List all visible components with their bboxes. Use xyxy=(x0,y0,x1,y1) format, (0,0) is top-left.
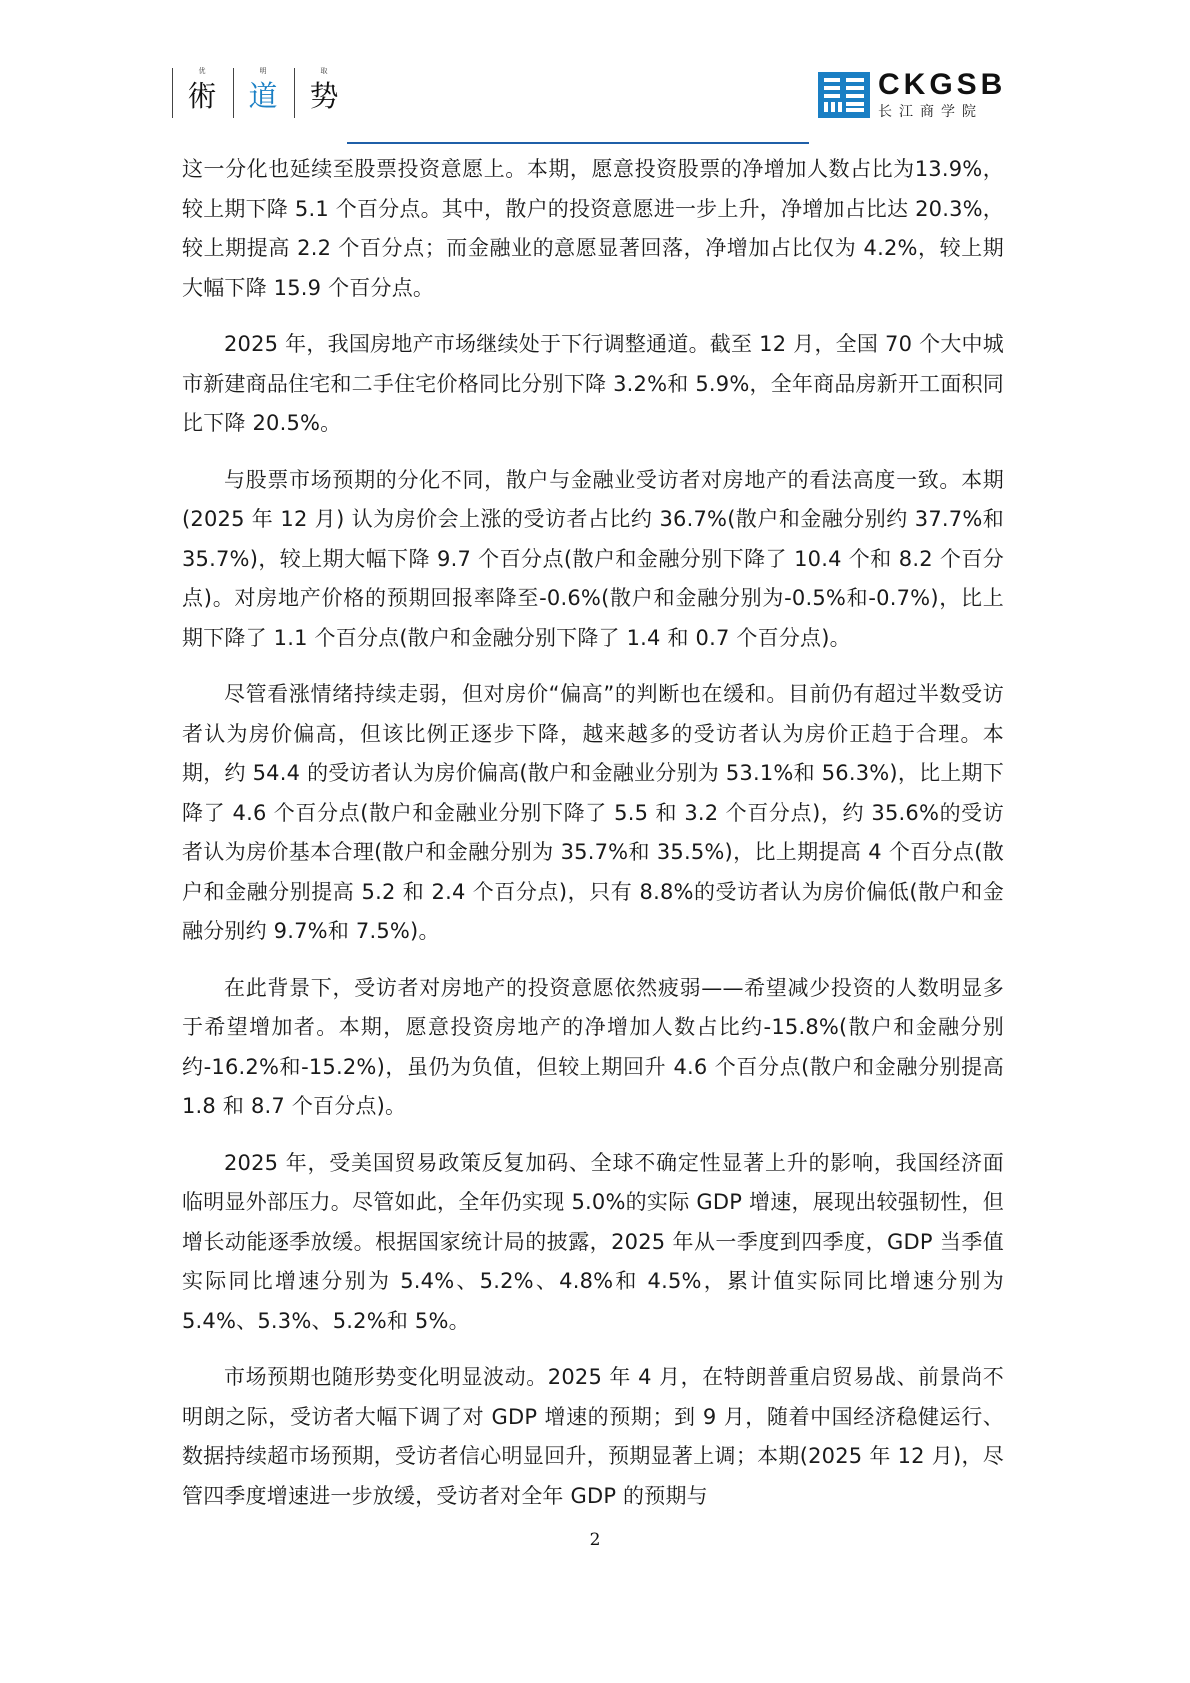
ckgsb-logo xyxy=(818,70,1006,122)
motto-unit xyxy=(294,68,353,118)
logo-chinese: 长江商学院 xyxy=(878,104,983,120)
paragraph: 尽管看涨情绪持续走弱，但对房价“偏高”的判断也在缓和。目前仍有超过半数受访者认为房价偏高，但该比例正逐步下降，越来越多的受访者认为房价正趋于合理。本期，约 54.4 的受访者认为房价偏高(散户和金融业分别为 53.1%和 56.3%)，比上期下降了 4.6 个百分点(散户和金融业分别下降了 5.5 和 3.2 个百分点)，约 35.6%的受访者认为房价基本合理(散户和金融分别为 35.7%和 35.5%)，比上期提高 4 个百分点(散户和金融分别提高 5.2 和 2.4 个百分点)，只有 8.8%的受访者认为房价偏低(散户和金融分别约 9.7%和 7.5%)。 xyxy=(182,682,1004,943)
paragraph: 2025 年，我国房地产市场继续处于下行调整通道。截至 12 月，全国 70 个大中城市新建商品住宅和二手住宅价格同比分别下降 3.2%和 5.9%，全年商品房新开工面积同比下降 20.5%。 xyxy=(182,332,1004,435)
motto-unit xyxy=(233,68,292,118)
paragraph: 与股票市场预期的分化不同，散户与金融业受访者对房地产的看法高度一致。本期 (2025 年 12 月) 认为房价会上涨的受访者占比约 36.7%(散户和金融分别约 37.7%和 35.7%)，较上期大幅下降 9.7 个百分点(散户和金融分别下降了 10.4 个和 8.2 个百分点)。对房地产价格的预期回报率降至-0.6%(散户和金融分别为-0.5%和-0.7%)，比上期下降了 1.1 个百分点(散户和金融分别下降了 1.4 和 0.7 个百分点)。 xyxy=(182,467,1004,650)
document-body xyxy=(182,150,1004,1533)
motto-small-char: 优 xyxy=(198,67,206,75)
header-divider xyxy=(347,142,809,144)
motto-small-char: 明 xyxy=(259,67,267,75)
paragraph: 市场预期也随形势变化明显波动。2025 年 4 月，在特朗普重启贸易战、前景尚不明朗之际，受访者大幅下调了对 GDP 增速的预期；到 9 月，随着中国经济稳健运行、数据持续超市场预期，受访者信心明显回升，预期显著上调；本期(2025 年 12 月)，尽管四季度增速进一步放缓，受访者对全年 GDP 的预期与 xyxy=(182,1365,1004,1508)
logo-english: CKGSB xyxy=(878,68,1007,101)
motto-big-char: 術 xyxy=(187,79,217,113)
motto-small-char: 取 xyxy=(320,67,328,75)
paragraph: 在此背景下，受访者对房地产的投资意愿依然疲弱——希望减少投资的人数明显多于希望增加者。本期，愿意投资房地产的净增加人数占比约-15.8%(散户和金融分别约-16.2%和-15.2%)，虽仍为负值，但较上期回升 4.6 个百分点(散户和金融分别提高 1.8 和 8.7 个百分点)。 xyxy=(182,975,1004,1118)
ckgsb-logo-icon xyxy=(818,72,870,118)
page-number: 2 xyxy=(589,1530,601,1550)
logo-text xyxy=(878,70,1006,122)
header-motto xyxy=(172,68,355,120)
motto-big-char: 势 xyxy=(309,79,339,113)
paragraph: 这一分化也延续至股票投资意愿上。本期，愿意投资股票的净增加人数占比为13.9%，较上期下降 5.1 个百分点。其中，散户的投资意愿进一步上升，净增加占比达 20.3%，较上期提高 2.2 个百分点；而金融业的意愿显著回落，净增加占比仅为 4.2%，较上期大幅下降 15.9 个百分点。 xyxy=(182,157,1004,300)
paragraph: 2025 年，受美国贸易政策反复加码、全球不确定性显著上升的影响，我国经济面临明显外部压力。尽管如此，全年仍实现 5.0%的实际 GDP 增速，展现出较强韧性，但增长动能逐季放缓。根据国家统计局的披露，2025 年从一季度到四季度，GDP 当季值实际同比增速分别为 5.4%、5.2%、4.8%和 4.5%，累计值实际同比增速分别为 5.4%、5.3%、5.2%和 5%。 xyxy=(182,1150,1004,1333)
motto-big-char: 道 xyxy=(248,79,278,113)
motto-unit xyxy=(172,68,231,118)
